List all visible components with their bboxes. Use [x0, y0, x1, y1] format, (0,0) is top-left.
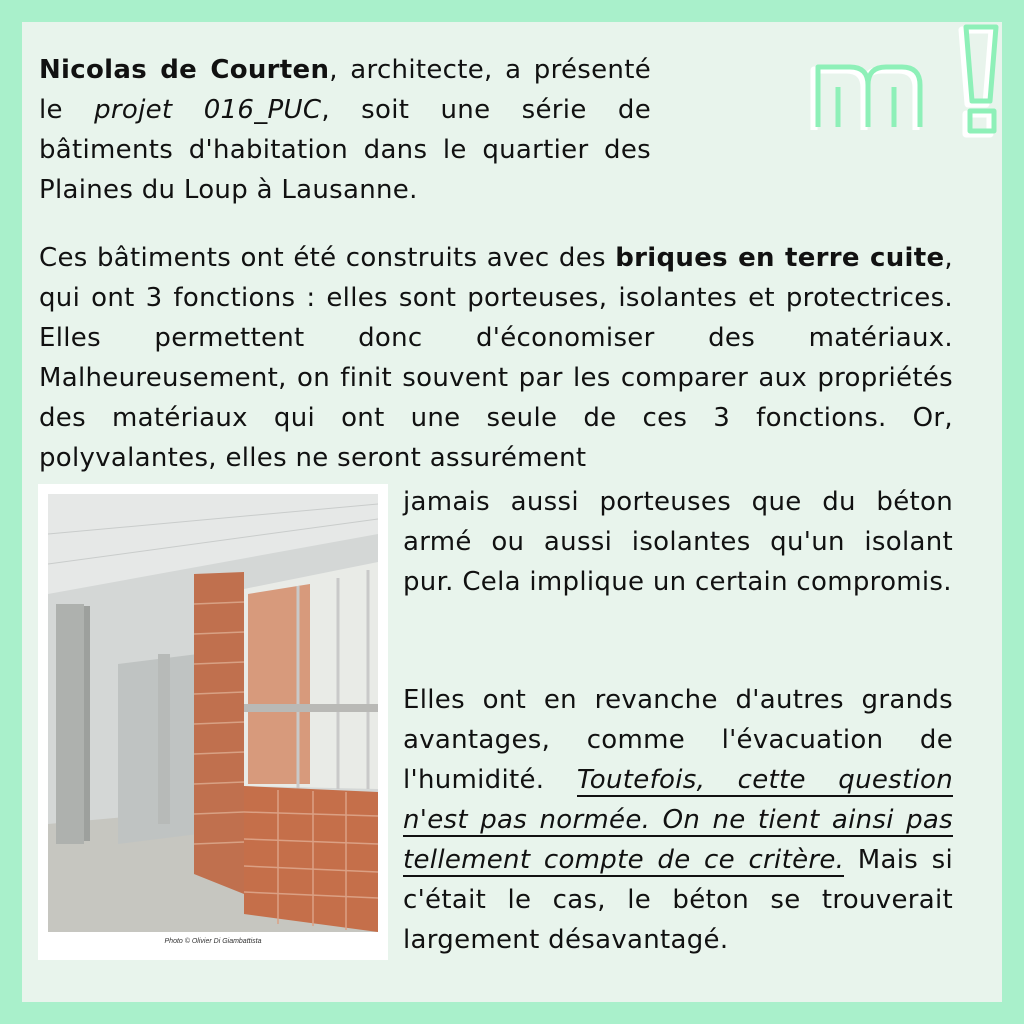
- humidity-text-2: Mais si c'était le cas, le béton se trouverait largement désavantagé.: [403, 845, 953, 955]
- bricks-paragraph: [39, 238, 953, 478]
- bricks-text-2: , qui ont 3 fonctions : elles sont porteuses, isolantes et protectrices. Elles permettent donc d'économiser des matériaux. Malheureusement, on finit souvent par les comparer aux propriétés des matériaux qui ont une seule de ces 3 fonctions. Or, polyvalantes, elles ne seront assurément: [39, 243, 953, 473]
- humidity-paragraph: [403, 680, 953, 960]
- architect-name: Nicolas de Courten: [39, 55, 330, 85]
- intro-text-1: , architecte, a présenté le: [39, 55, 651, 125]
- humidity-text-1: Elles ont en revanche d'autres grands avantages, comme l'évacuation de l'humidité.: [403, 685, 953, 795]
- bricks-text-1: Ces bâtiments ont été construits avec des: [39, 243, 616, 273]
- compromise-paragraph: jamais aussi porteuses que du béton armé ou aussi isolantes qu'un isolant pur. Cela implique un certain compromis.: [403, 487, 953, 597]
- m-exclamation-logo-icon: [806, 22, 1006, 140]
- construction-photo: [38, 484, 388, 960]
- intro-paragraph: [39, 50, 651, 210]
- emphasis-underlined-text: Toutefois, cette question n'est pas normée. On ne tient ainsi pas tellement compte de ce critère.: [403, 765, 953, 875]
- photo-credit: Photo © Olivier Di Giambattista: [164, 938, 262, 945]
- bricks-highlight: briques en terre cuite: [615, 243, 945, 273]
- intro-text-2: , soit une série de bâtiments d'habitation dans le quartier des Plaines du Loup à Lausanne.: [39, 95, 651, 205]
- brick-wall-photo-icon: [48, 494, 378, 932]
- project-name: projet 016_PUC: [94, 95, 322, 125]
